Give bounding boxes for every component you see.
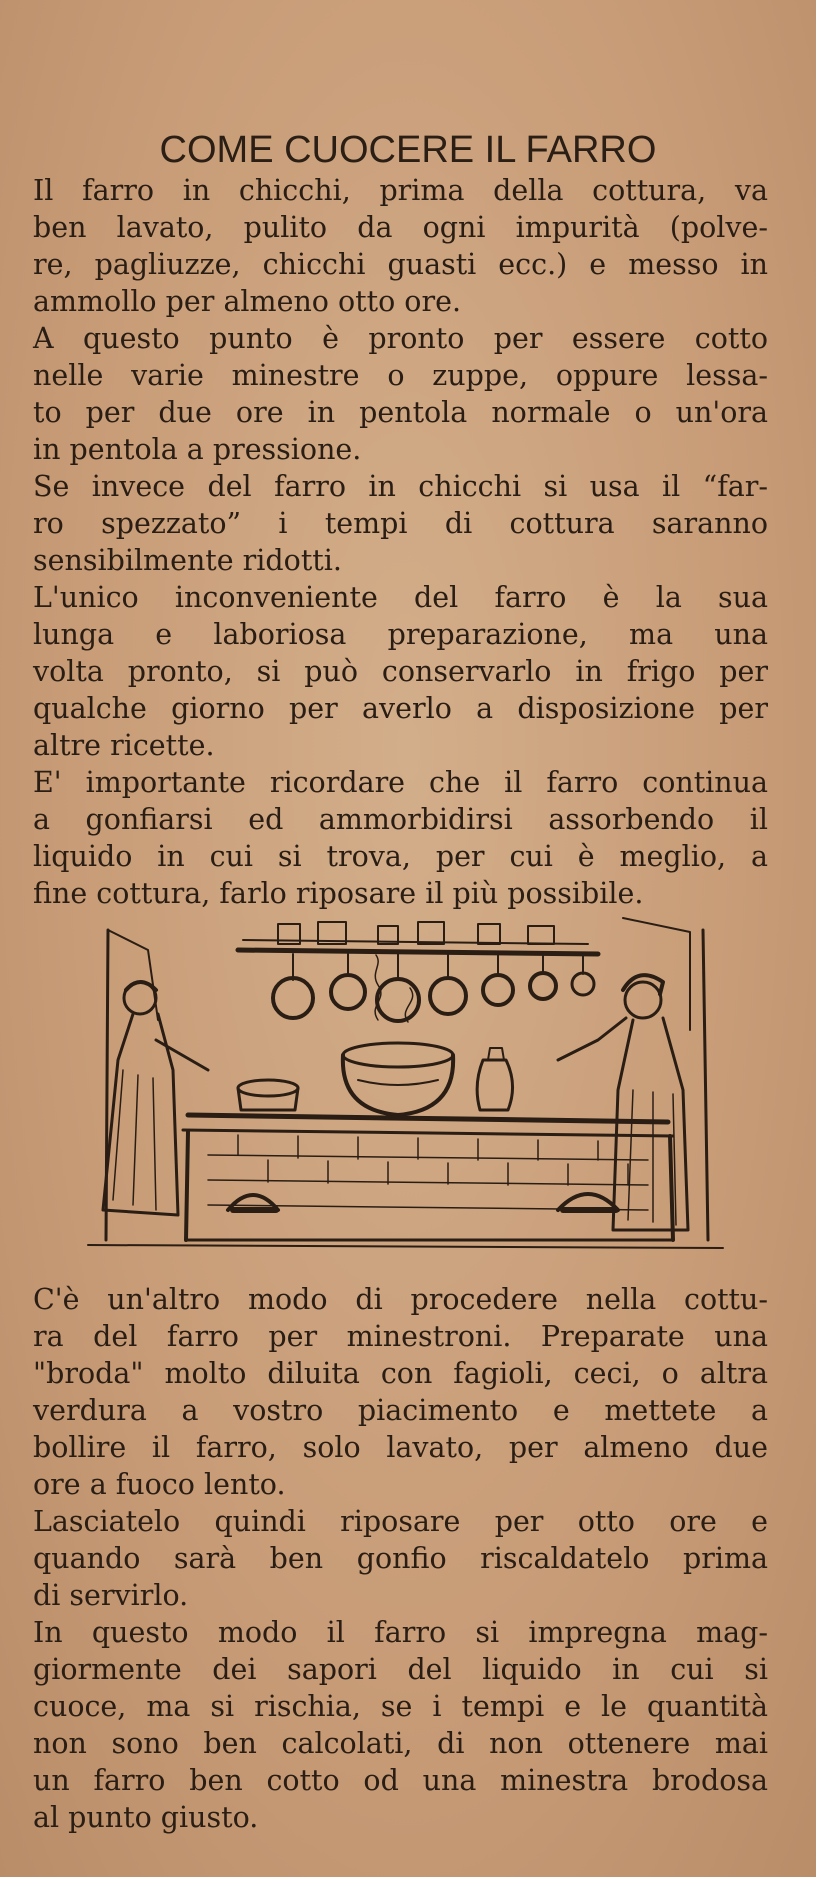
text-line: E' importante ricordare che il farro continua (33, 766, 768, 799)
text-line: fine cottura, farlo riposare il più possibile. (33, 877, 644, 910)
text-line: "broda" molto diluita con fagioli, ceci, o altra (33, 1357, 768, 1390)
text-line: a gonfiarsi ed ammorbidirsi assorbendo il (33, 803, 768, 836)
text-line: quando sarà ben gonfio riscaldatelo prima (33, 1542, 768, 1575)
text-line: sensibilmente ridotti. (33, 544, 342, 577)
text-line: L'unico inconveniente del farro è la sua (33, 581, 768, 614)
text-line: Lasciatelo quindi riposare per otto ore e (33, 1505, 768, 1538)
text-line: Il farro in chicchi, prima della cottura, va (33, 174, 768, 207)
text-block-alternative-method (33, 1281, 768, 1836)
text-line: liquido in cui si trova, per cui è meglio, a (33, 840, 768, 873)
text-line: re, pagliuzze, chicchi guasti ecc.) e messo in (33, 248, 768, 281)
text-line: cuoce, ma si rischia, se i tempi e le quantità (33, 1690, 768, 1723)
kitchen-engraving-icon (78, 910, 733, 1275)
text-line: C'è un'altro modo di procedere nella cottu- (33, 1283, 768, 1316)
text-line: bollire il farro, solo lavato, per almeno due (33, 1431, 768, 1464)
text-line: un farro ben cotto od una minestra brodosa (33, 1764, 768, 1797)
text-line: In questo modo il farro si impregna mag- (33, 1616, 768, 1649)
text-line: al punto giusto. (33, 1801, 259, 1834)
text-line: to per due ore in pentola normale o un'ora (33, 396, 768, 429)
page-title: COME CUOCERE IL FARRO (159, 129, 657, 172)
text-line: A questo punto è pronto per essere cotto (33, 322, 768, 355)
text-block-preparation (33, 172, 768, 912)
text-line: in pentola a pressione. (33, 433, 362, 466)
text-line: di servirlo. (33, 1579, 189, 1612)
text-line: ore a fuoco lento. (33, 1468, 286, 1501)
text-line: giormente dei sapori del liquido in cui si (33, 1653, 768, 1686)
text-line: qualche giorno per averlo a disposizione per (33, 692, 768, 725)
text-line: Se invece del farro in chicchi si usa il “far- (33, 470, 768, 503)
text-line: lunga e laboriosa preparazione, ma una (33, 618, 768, 651)
text-line: verdura a vostro piacimento e mettete a (33, 1394, 768, 1427)
text-line: volta pronto, si può conservarlo in frigo per (33, 655, 768, 688)
text-line: nelle varie minestre o zuppe, oppure lessa- (33, 359, 768, 392)
text-line: altre ricette. (33, 729, 215, 762)
text-line: non sono ben calcolati, di non ottenere mai (33, 1727, 768, 1760)
text-line: ro spezzato” i tempi di cottura saranno (33, 507, 768, 540)
text-line: ra del farro per minestroni. Preparate una (33, 1320, 768, 1353)
text-line: ammollo per almeno otto ore. (33, 285, 462, 318)
text-line: ben lavato, pulito da ogni impurità (polve- (33, 211, 768, 244)
